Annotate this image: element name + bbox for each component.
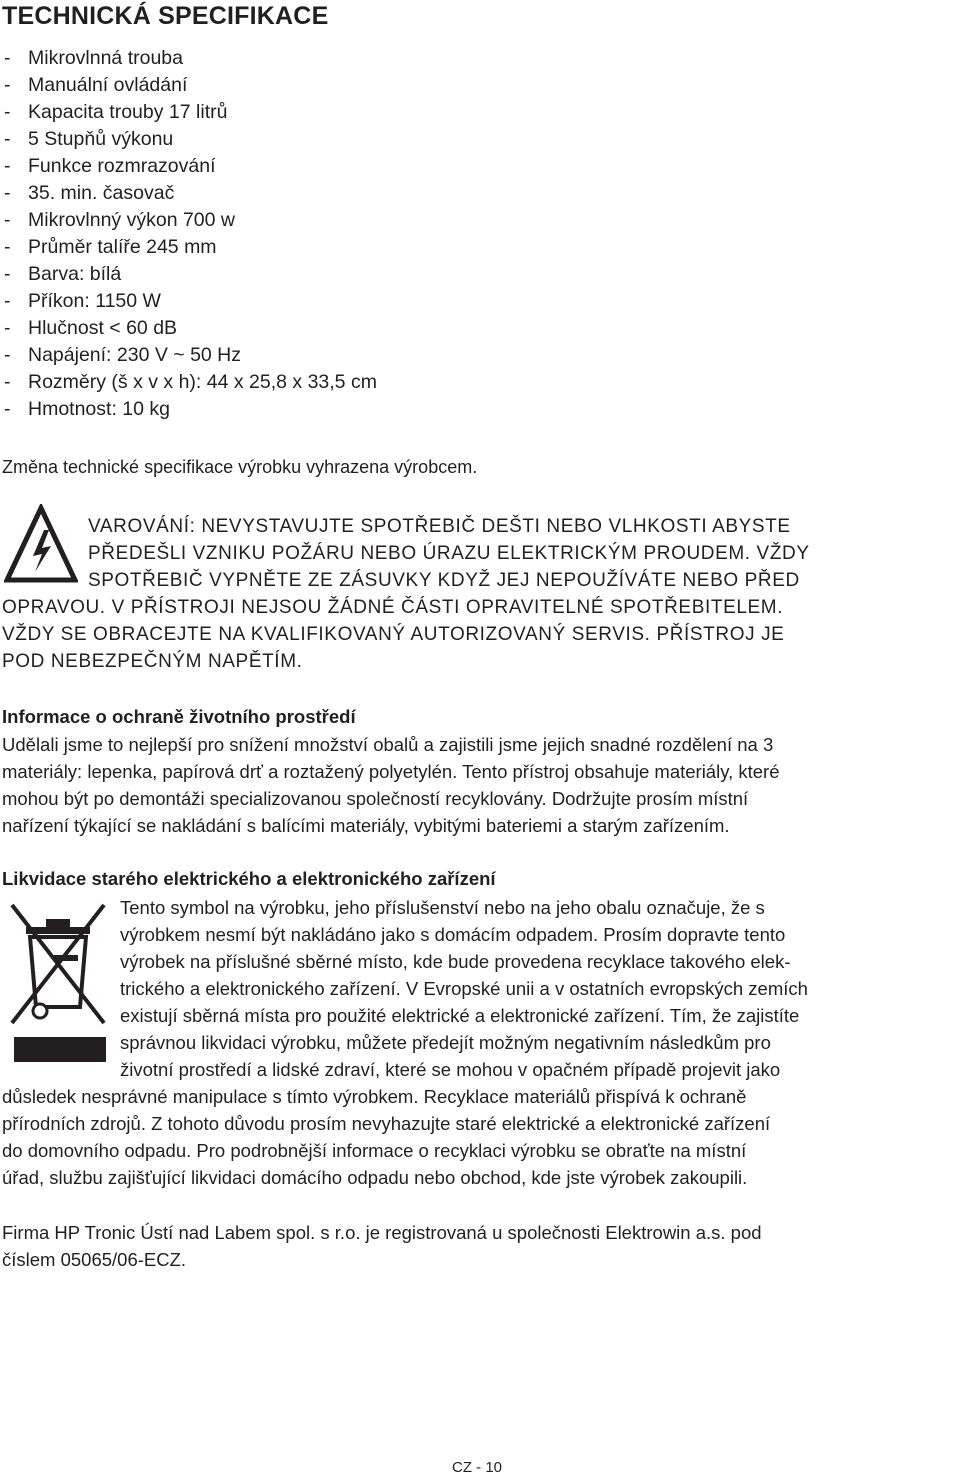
warning-line: VAROVÁNÍ: NEVYSTAVUJTE SPOTŘEBIČ DEŠTI NEBO VLHKOSTI ABYSTE	[88, 516, 791, 537]
environment-line: nařízení týkající se nakládání s balícími materiály, vybitými bateriemi a starým zařízením.	[2, 815, 730, 836]
disposal-line: Tento symbol na výrobku, jeho příslušenství nebo na jeho obalu označuje, že s	[120, 897, 765, 918]
spec-item: - Barva: bílá	[4, 261, 377, 288]
warning-line: POD NEBEZPEČNÝM NAPĚTÍM.	[2, 651, 303, 672]
spec-item: - Hmotnost: 10 kg	[4, 396, 377, 423]
environment-line: mohou být po demontáži specializovanou společností recyklovány. Dodržujte prosím místní	[2, 788, 749, 809]
crossed-out-wheelie-bin-icon	[6, 899, 110, 1064]
spec-item: - 35. min. časovač	[4, 180, 377, 207]
spec-item: - Mikrovlnný výkon 700 w	[4, 207, 377, 234]
disposal-heading: Likvidace starého elektrického a elektronického zařízení	[2, 868, 496, 889]
spec-item: - Manuální ovládání	[4, 72, 377, 99]
disposal-line: přírodních zdrojů. Z tohoto důvodu prosím nevyhazujte staré elektrické a elektronické zařízení	[2, 1113, 771, 1134]
spec-item: - Funkce rozmrazování	[4, 153, 377, 180]
warning-line: VŽDY SE OBRACEJTE NA KVALIFIKOVANÝ AUTORIZOVANÝ SERVIS. PŘÍSTROJ JE	[2, 624, 785, 645]
spec-change-note: Změna technické specifikace výrobku vyhrazena výrobcem.	[2, 457, 478, 477]
spec-item: - Mikrovlnná trouba	[4, 45, 377, 72]
warning-line: PŘEDEŠLI VZNIKU POŽÁRU NEBO ÚRAZU ELEKTRICKÝM PROUDEM. VŽDY	[88, 543, 810, 564]
disposal-line: důsledek nesprávné manipulace s tímto výrobkem. Recyklace materiálů přispívá k ochraně	[2, 1086, 747, 1107]
disposal-line: trického a elektronického zařízení. V Evropské unii a v ostatních evropských zemích	[120, 978, 808, 999]
electric-shock-warning-icon	[4, 504, 78, 584]
spec-item: - Rozměry (š x v x h): 44 x 25,8 x 33,5 cm	[4, 369, 377, 396]
environment-line: Udělali jsme to nejlepší pro snížení množství obalů a zajistili jsme jejich snadné rozdělení na 3	[2, 734, 774, 755]
environment-heading: Informace o ochraně životního prostředí	[2, 706, 356, 727]
spec-item: - Příkon: 1150 W	[4, 288, 377, 315]
disposal-line: výrobek na příslušné sběrné místo, kde bude provedena recyklace takového elek-	[120, 951, 791, 972]
spec-item: - Hlučnost < 60 dB	[4, 315, 377, 342]
spec-item: - Kapacita trouby 17 litrů	[4, 99, 377, 126]
environment-line: materiály: lepenka, papírová drť a roztažený polyetylén. Tento přístroj obsahuje materiály, které	[2, 761, 780, 782]
disposal-line: existují sběrná místa pro použité elektrické a elektronické zařízení. Tím, že zajistíte	[120, 1005, 800, 1026]
registration-line: Firma HP Tronic Ústí nad Labem spol. s r.o. je registrovaná u společnosti Elektrowin a.s. pod	[2, 1222, 762, 1243]
spec-list	[4, 45, 377, 423]
disposal-line: správnou likvidaci výrobku, můžete předejít možným negativním následkům pro	[120, 1032, 771, 1053]
disposal-line: výrobkem nesmí být nakládáno jako s domácím odpadem. Prosím dopravte tento	[120, 924, 786, 945]
warning-line: SPOTŘEBIČ VYPNĚTE ZE ZÁSUVKY KDYŽ JEJ NEPOUŽÍVÁTE NEBO PŘED	[88, 570, 800, 591]
spec-item: - Napájení: 230 V ~ 50 Hz	[4, 342, 377, 369]
warning-line: OPRAVOU. V PŘÍSTROJI NEJSOU ŽÁDNÉ ČÁSTI OPRAVITELNÉ SPOTŘEBITELEM.	[2, 597, 784, 618]
spec-item: - Průměr talíře 245 mm	[4, 234, 377, 261]
disposal-line: úřad, službu zajišťující likvidaci domácího odpadu nebo obchod, kde jste výrobek zakoupili.	[2, 1167, 748, 1188]
page-title: TECHNICKÁ SPECIFIKACE	[2, 2, 329, 30]
spec-item: - 5 Stupňů výkonu	[4, 126, 377, 153]
registration-line: číslem 05065/06-ECZ.	[2, 1249, 187, 1270]
disposal-line: životní prostředí a lidské zdraví, které se mohou v opačném případě projevit jako	[120, 1059, 781, 1080]
page-number: CZ - 10	[452, 1459, 503, 1476]
disposal-line: do domovního odpadu. Pro podrobnější informace o recyklaci výrobku se obraťte na místní	[2, 1140, 747, 1161]
